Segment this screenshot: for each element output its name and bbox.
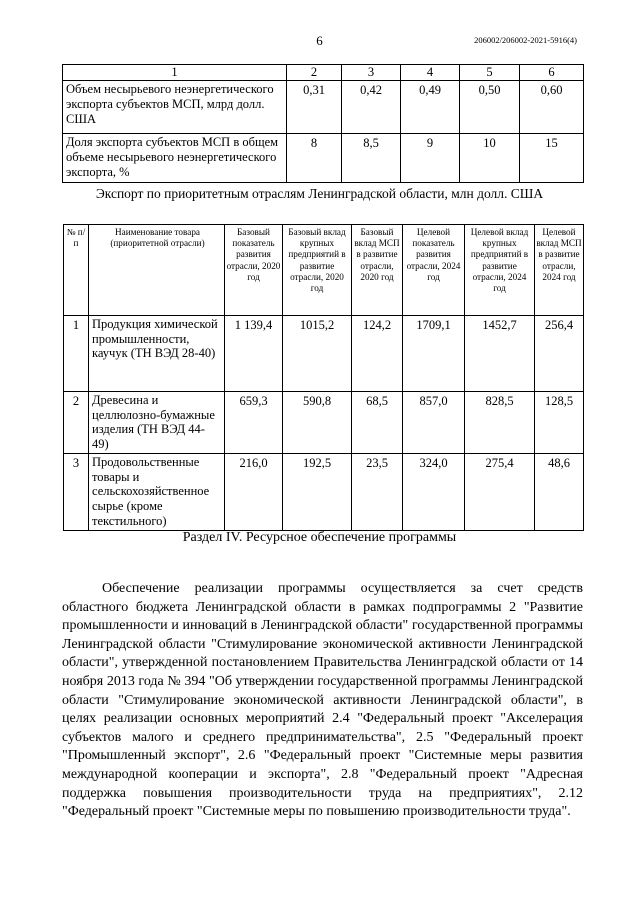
table-cell: 275,4 [465,454,535,531]
table-row [64,454,584,531]
table-cell: 1 139,4 [225,316,283,392]
table-caption: Экспорт по приоритетным отраслям Ленинградской области, млн долл. США [95,186,544,201]
table-cell: 256,4 [535,316,584,392]
table-cell: 23,5 [352,454,403,531]
table-cell: 68,5 [352,392,403,454]
column-header: Базовый вклад МСП в развитие отрасли, 2020 год [352,225,403,316]
table-cell: 1709,1 [403,316,465,392]
table-row [63,134,584,183]
table-cell: 9 [401,134,460,183]
row-index: 3 [64,454,89,531]
table-cell: 590,8 [283,392,352,454]
column-header: Базовый показатель развития отрасли, 2020 год [225,225,283,316]
column-header: Целевой показатель развития отрасли, 2024 год [403,225,465,316]
table-row [64,392,584,454]
table-row [63,81,584,134]
product-name: Продовольственные товары и сельскохозяйственное сырье (кроме текстильного) [89,454,225,531]
row-index: 1 [64,316,89,392]
product-name: Древесина и целлюлозно-бумажные изделия (ТН ВЭД 44-49) [89,392,225,454]
column-number: 3 [342,65,401,81]
row-label: Объем несырьевого неэнергетического экспорта субъектов МСП, млрд долл. США [63,81,287,134]
column-header: Целевой вклад крупных предприятий в развитие отрасли, 2024 год [465,225,535,316]
table-cell: 8 [287,134,342,183]
table-cell: 1015,2 [283,316,352,392]
table-cell: 128,5 [535,392,584,454]
table-cell: 828,5 [465,392,535,454]
table-cell: 216,0 [225,454,283,531]
priority-industries-export-table [63,224,584,531]
export-indicators-table [62,64,584,183]
table-header-row [64,225,584,316]
column-number: 6 [520,65,584,81]
document-id: 206002/206002-2021-5916(4) [474,35,577,45]
body-paragraph: Обеспечение реализации программы осуществляется за счет средств областного бюджета Ленинградской области в рамках подпрограммы 2 "Развитие промышленности и инноваций в Ленинградской области" государственной программы Ленинградской области "Стимулирование экономической активности Ленинградской области", утвержденной постановлением Правительства Ленинградской области от 14 ноября 2013 года № 394 "Об утверждении государственной программы Ленинградской области "Стимулирование экономической активности Ленинградской области", в целях реализации основных мероприятий 2.4 "Федеральный проект "Акселерация субъектов малого и среднего предпринимательства", 2.5 "Федеральный проект "Промышленный экспорт", 2.6 "Федеральный проект "Системные меры развития международной кооперации и экспорта", 2.8 "Федеральный проект "Адресная поддержка повышения производительности труда на предприятиях", 2.12 "Федеральный проект "Системные меры по повышению производительности труда". [62,581,583,820]
table-cell: 324,0 [403,454,465,531]
table-cell: 0,60 [520,81,584,134]
column-header: Целевой вклад МСП в развитие отрасли, 2024 год [535,225,584,316]
table-cell: 10 [460,134,520,183]
table-cell: 0,31 [287,81,342,134]
table-cell: 1452,7 [465,316,535,392]
table-cell: 857,0 [403,392,465,454]
column-header: Наименование товара (приоритетной отрасли) [89,225,225,316]
table-cell: 0,50 [460,81,520,134]
table-cell: 15 [520,134,584,183]
column-number: 4 [401,65,460,81]
column-number: 5 [460,65,520,81]
page-number: 6 [316,33,323,48]
table-cell: 192,5 [283,454,352,531]
table-header-row [63,65,584,81]
row-index: 2 [64,392,89,454]
table-cell: 0,49 [401,81,460,134]
table-cell: 0,42 [342,81,401,134]
table-cell: 659,3 [225,392,283,454]
table-cell: 8,5 [342,134,401,183]
section-title: Раздел IV. Ресурсное обеспечение программы [182,530,457,545]
column-header: Базовый вклад крупных предприятий в развитие отрасли, 2020 год [283,225,352,316]
column-header: № п/п [64,225,89,316]
table-cell: 48,6 [535,454,584,531]
column-number: 2 [287,65,342,81]
table-row [64,316,584,392]
row-label: Доля экспорта субъектов МСП в общем объеме несырьевого неэнергетического экспорта, % [63,134,287,183]
column-number: 1 [63,65,287,81]
table-cell: 124,2 [352,316,403,392]
product-name: Продукция химической промышленности, каучук (ТН ВЭД 28-40) [89,316,225,392]
